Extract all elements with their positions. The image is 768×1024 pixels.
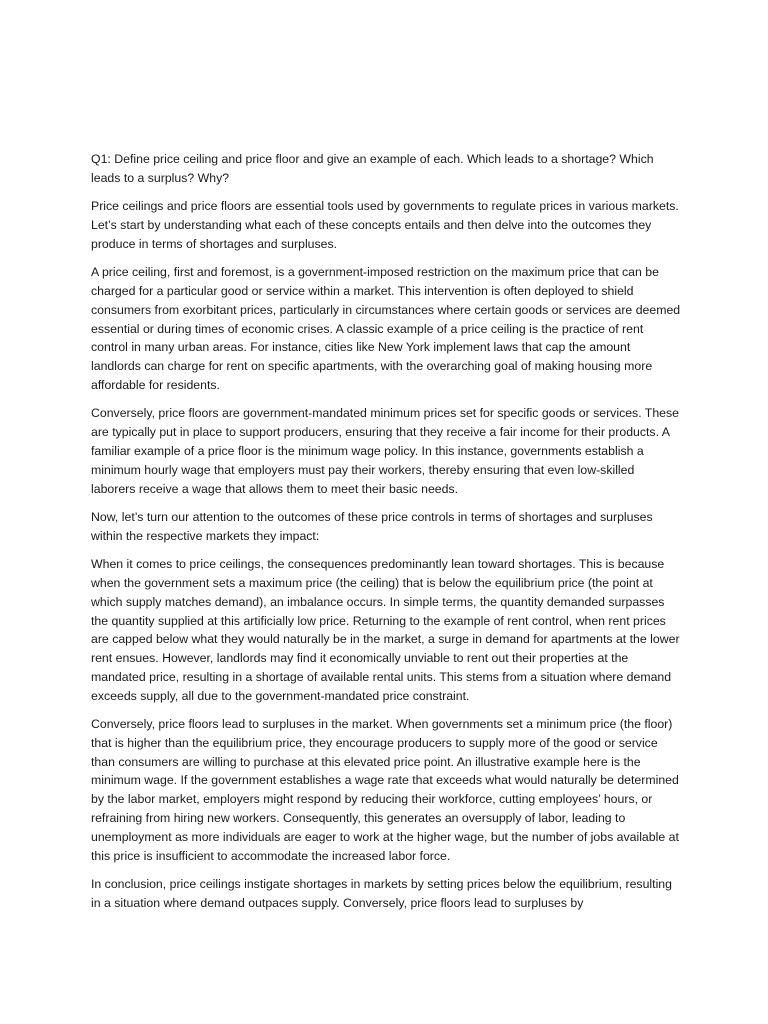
- paragraph-conclusion: In conclusion, price ceilings instigate shortages in markets by setting prices below the equilibrium, resulting in a situation where demand outpaces supply. Conversely, price floors lead to surpluses by: [91, 877, 672, 910]
- document-body: [91, 150, 681, 922]
- question-text: Q1: Define price ceiling and price floor and give an example of each. Which leads to a shortage? Which leads to a surplus? Why?: [91, 152, 654, 185]
- paragraph-intro: Price ceilings and price floors are essential tools used by governments to regulate prices in various markets. Let’s start by understanding what each of these concepts entails and then delve into the outcomes they produce in terms of shortages and surpluses.: [91, 199, 679, 251]
- paragraph-surplus: Conversely, price floors lead to surpluses in the market. When governments set a minimum price (the floor) that is higher than the equilibrium price, they encourage producers to supply more of the good or service than consumers are willing to purchase at this elevated price point. An illustrative example here is the minimum wage. If the government establishes a wage rate that exceeds what would naturally be determined by the labor market, employers might respond by reducing their workforce, cutting employees’ hours, or refraining from hiring new workers. Consequently, this generates an oversupply of labor, leading to unemployment as more individuals are eager to work at the higher wage, but the number of jobs available at this price is insufficient to accommodate the increased labor force.: [91, 717, 679, 863]
- paragraph-shortage: When it comes to price ceilings, the consequences predominantly lean toward shortages. This is because when the government sets a maximum price (the ceiling) that is below the equilibrium price (the point at which supply matches demand), an imbalance occurs. In simple terms, the quantity demanded surpasses the quantity supplied at this artificially low price. Returning to the example of rent control, when rent prices are capped below what they would naturally be in the market, a surge in demand for apartments at the lower rent ensues. However, landlords may find it economically unviable to rent out their properties at the mandated price, resulting in a shortage of available rental units. This stems from a situation where demand exceeds supply, all due to the government-mandated price constraint.: [91, 557, 680, 703]
- paragraph-price-floor: Conversely, price floors are government-mandated minimum prices set for specific goods or services. These are typically put in place to support producers, ensuring that they receive a fair income for their products. A familiar example of a price floor is the minimum wage policy. In this instance, governments establish a minimum hourly wage that employers must pay their workers, thereby ensuring that even low-skilled laborers receive a wage that allows them to meet their basic needs.: [91, 406, 679, 496]
- paragraph-price-ceiling: A price ceiling, first and foremost, is a government-imposed restriction on the maximum price that can be charged for a particular good or service within a market. This intervention is often deployed to shield consumers from exorbitant prices, particularly in circumstances where certain goods or services are deemed essential or during times of economic crises. A classic example of a price ceiling is the practice of rent control in many urban areas. For instance, cities like New York implement laws that cap the amount landlords can charge for rent on specific apartments, with the overarching goal of making housing more affordable for residents.: [91, 265, 681, 392]
- paragraph-transition: Now, let’s turn our attention to the outcomes of these price controls in terms of shortages and surpluses within the respective markets they impact:: [91, 509, 653, 543]
